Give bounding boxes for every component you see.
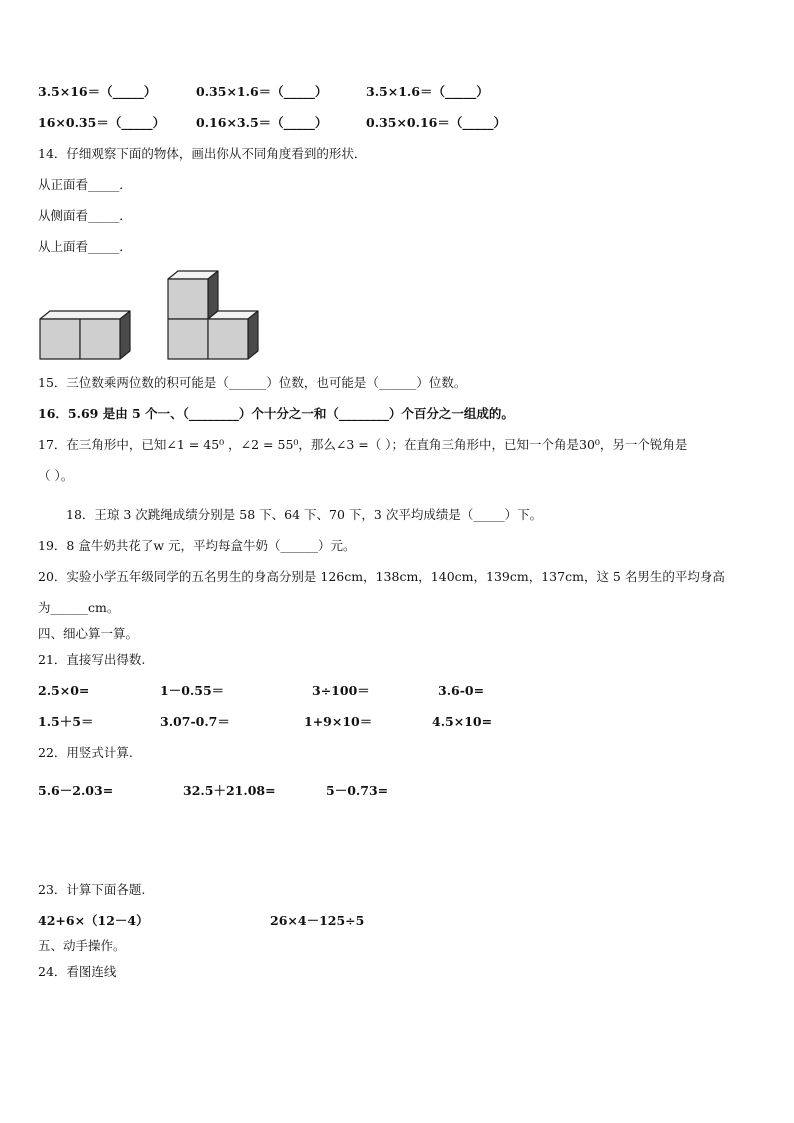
q21-item: 4.5×10= [432, 714, 493, 729]
q14-prompt-text: 14．仔细观察下面的物体，画出你从不同角度看到的形状． [38, 146, 367, 161]
q21-item: 1－0.55＝ [160, 683, 225, 698]
cube-side-face [248, 311, 258, 359]
q22-item: 32.5＋21.08= [183, 783, 276, 798]
q21-item: 3÷100＝ [312, 683, 370, 698]
q21-item: 1.5＋5＝ [38, 714, 94, 729]
q19-text: 19．8 盒牛奶共花了w 元，平均每盒牛奶（______）元。 [38, 538, 356, 553]
q18-text: 18．王琼 3 次跳绳成绩分别是 58 下、64 下、70 下，3 次平均成绩是（_____）下。 [66, 507, 543, 522]
q20-text-1: 20．实验小学五年级同学的五名男生的身高分别是 126cm，138cm，140cm，139cm，137cm，这 5 名男生的平均身高 [38, 569, 725, 584]
cube-front-face [40, 319, 80, 359]
q23-item: 42+6×（12－4） [38, 913, 149, 928]
q23-item: 26×4－125÷5 [270, 913, 365, 928]
q13-item: 3.5×1.6＝（_____） [366, 84, 489, 99]
cube-front-face [80, 319, 120, 359]
q14-side-text: 从侧面看_____． [38, 208, 132, 223]
q21-item: 3.07-0.7＝ [160, 714, 230, 729]
cube-group-left [40, 311, 130, 359]
q13-item: 3.5×16＝（_____） [38, 84, 157, 99]
q14-top-text: 从上面看_____． [38, 239, 132, 254]
cube-top-face [40, 311, 130, 319]
q23-prompt-text: 23．计算下面各题. [38, 882, 146, 897]
cube-group-right [168, 271, 258, 359]
cube-front-face [168, 279, 208, 319]
q14-front-text: 从正面看_____． [38, 177, 132, 192]
q13-item: 0.35×0.16＝（_____） [366, 115, 507, 130]
q21-item: 2.5×0= [38, 683, 90, 698]
q20-text-2: 为______cm。 [38, 600, 120, 615]
q13-item: 0.16×3.5＝（_____） [196, 115, 328, 130]
q21-prompt-text: 21．直接写出得数. [38, 652, 146, 667]
q22-item: 5－0.73= [326, 783, 389, 798]
q21-item: 3.6-0= [438, 683, 485, 698]
q17-text-1: 17．在三角形中，已知∠1 = 45⁰ ，∠2 = 55⁰，那么∠3 =（ ）；在直角三角形中，已知一个角是30⁰，另一个锐角是 [38, 437, 688, 452]
cube-side-face [120, 311, 130, 359]
q13-item: 0.35×1.6＝（_____） [196, 84, 328, 99]
cube-front-face [208, 319, 248, 359]
q17-text-2: （ ）。 [38, 468, 74, 483]
q21-item: 1+9×10＝ [304, 714, 373, 729]
section-4-text: 四、细心算一算。 [38, 626, 139, 641]
q15-text: 15．三位数乘两位数的积可能是（______）位数，也可能是（______）位数。 [38, 375, 467, 390]
q16-text: 16．5.69 是由 5 个一、（________）个十分之一和（________）个百分之一组成的。 [38, 406, 514, 421]
cube-front-face [168, 319, 208, 359]
q24-text: 24．看图连线 [38, 964, 117, 979]
q22-prompt-text: 22．用竖式计算. [38, 745, 133, 760]
cube-figure [38, 270, 270, 364]
section-5-text: 五、动手操作。 [38, 938, 126, 953]
q22-item: 5.6－2.03= [38, 783, 114, 798]
q13-item: 16×0.35＝（_____） [38, 115, 166, 130]
